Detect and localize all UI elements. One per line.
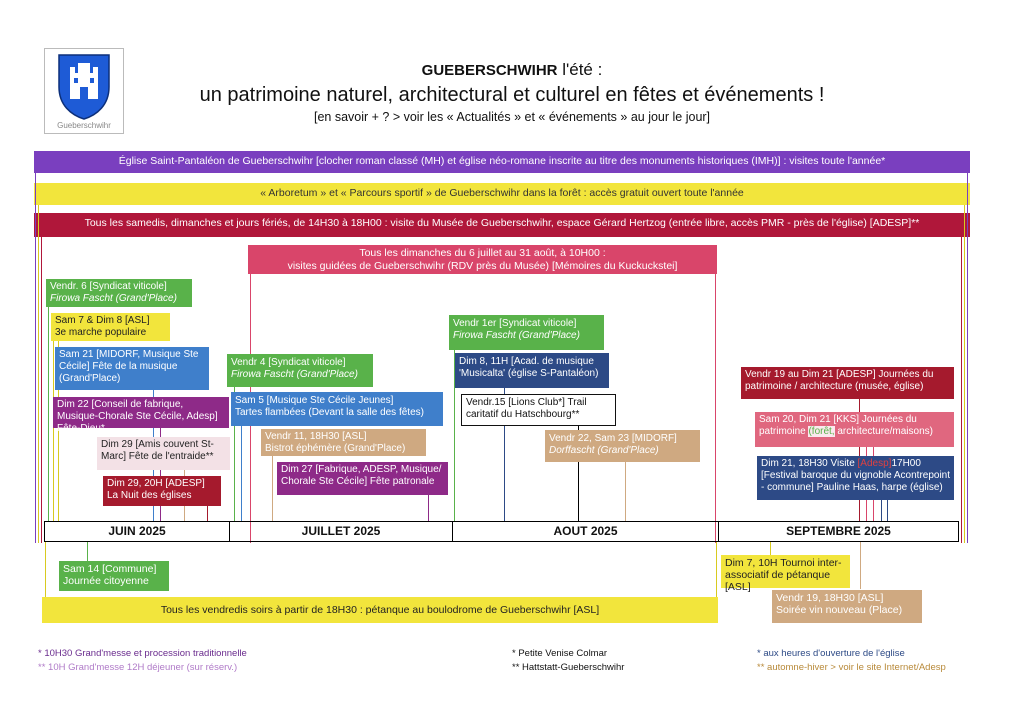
event-sep-21-line1 (761, 458, 950, 470)
event-sep-21-adesp: [Adesp] (857, 458, 892, 469)
event-sep-20-line1: Sam 20, Dim 21 [KKS] Journées du (759, 414, 917, 425)
event-juin-7 (51, 313, 170, 341)
event-aout-22-title: Dorffascht (Grand'Place) (549, 445, 659, 456)
event-juil-11-title: Bistrot éphémère (Grand'Place) (265, 443, 406, 454)
band-petanque: Tous les vendredis soirs à partir de 18H30 : pétanque au boulodrome de Gueberschwihr [ASL] (42, 597, 718, 623)
band-eglise: Église Saint-Pantaléon de Gueberschwihr [clocher roman classé (MH) et église néo-romane inscrite au titre des monuments historiques (IMH)] : visites toute l'année* (34, 151, 970, 173)
event-aout-22 (545, 430, 700, 462)
event-sep-7 (721, 555, 850, 593)
event-sep-19b-title: Soirée vin nouveau (Place) (776, 604, 903, 616)
footnote-3: * Petite Venise Colmar (512, 648, 608, 659)
band-dimanches (248, 245, 717, 274)
event-sep-19b (772, 590, 922, 623)
event-aout-8-org: Dim 8, 11H [Acad. de musique (459, 356, 594, 367)
subtitle: un patrimoine naturel, architectural et culturel en fêtes et événements ! (199, 84, 825, 106)
event-sep-21 (757, 456, 954, 500)
event-aout-22-org: Vendr 22, Sam 23 [MIDORF] (549, 433, 677, 444)
event-sep-19: Vendr 19 au Dim 21 [ADESP] Journées du patrimoine / architecture (musée, église) (741, 367, 954, 399)
footnote-4: ** Hattstatt-Gueberschwihr (512, 662, 625, 673)
event-juin-7-org: Sam 7 & Dim 8 [ASL] (55, 315, 150, 326)
event-juin-6 (46, 279, 192, 307)
event-juin-29b-title: La Nuit des églises (107, 490, 192, 501)
event-juil-11 (261, 429, 426, 456)
event-sep-19b-org: Vendr 19, 18H30 [ASL] (776, 592, 884, 604)
event-juin-6-org: Vendr. 6 [Syndicat viticole] (50, 281, 167, 292)
event-juil-4 (227, 354, 373, 387)
band-musee: Tous les samedis, dimanches et jours fériés, de 14H30 à 18H00 : visite du Musée de Gueberschwihr, espace Gérard Hertzog (entrée libre, accès PMR - près de l'église) [ADESP]** (34, 213, 970, 237)
event-juin-14-title: Journée citoyenne (63, 575, 149, 587)
event-juin-29a: Dim 29 [Amis couvent St-Marc] Fête de l'entraide** (97, 437, 230, 470)
event-juin-21: Sam 21 [MIDORF, Musique Ste Cécile] Fête de la musique (Grand'Place) (55, 347, 209, 390)
event-sep-20 (755, 412, 954, 447)
month-septembre: SEPTEMBRE 2025 (786, 524, 891, 538)
event-juil-27: Dim 27 [Fabrique, ADESP, Musique/ Chorale Ste Cécile] Fête patronale (277, 462, 448, 495)
event-sep-20-archi: architecture/maisons) (834, 426, 933, 437)
event-aout-1-title: Firowa Fascht (Grand'Place) (453, 330, 580, 341)
event-aout-15-title: caritatif du Hatschbourg** (466, 409, 580, 420)
dimanches-line2: visites guidées de Gueberschwihr (RDV près du Musée) [Mémoires du Kuckuckstei] (287, 260, 678, 272)
month-juillet: JUILLET 2025 (230, 522, 453, 541)
event-aout-8 (455, 353, 609, 388)
event-juin-29b-org: Dim 29, 20H [ADESP] (107, 478, 205, 489)
dimanches-line1: Tous les dimanches du 6 juillet au 31 août, à 10H00 : (359, 247, 606, 259)
event-juil-5 (231, 392, 443, 426)
title-line (0, 60, 1024, 80)
month-aout: AOUT 2025 (453, 522, 719, 541)
event-juil-5-org: Sam 5 [Musique Ste Cécile Jeunes] (235, 395, 394, 406)
event-sep-21-time: 17H00 (891, 458, 921, 469)
event-aout-1 (449, 315, 604, 350)
info-line: [en savoir + ? > voir les « Actualités » et « événements » au jour le jour] (313, 110, 711, 124)
event-aout-15-org: Vendr.15 [Lions Club*] Trail (466, 397, 587, 408)
event-aout-15 (461, 394, 616, 426)
month-juin: JUIN 2025 (45, 522, 230, 541)
event-juin-29b (103, 476, 221, 506)
event-sep-21-festival: [Festival baroque du vignoble Acontrepoint - commune] Pauline Haas, harpe (église) (761, 470, 951, 493)
title-suffix: l'été : (557, 60, 603, 79)
event-juil-11-org: Vendr 11, 18H30 [ASL] (265, 431, 367, 442)
town-name: GUEBERSCHWIHR (421, 62, 558, 79)
event-juin-22: Dim 22 [Conseil de fabrique, Musique-Chorale Ste Cécile, Adesp] Fête-Dieu* (53, 397, 229, 428)
event-sep-20-line2 (759, 426, 950, 438)
footnote-2: ** 10H Grand'messe 12H déjeuner (sur réserv.) (38, 662, 238, 673)
event-aout-1-org: Vendr 1er [Syndicat viticole] (453, 318, 577, 329)
footnote-5: * aux heures d'ouverture de l'église (757, 648, 905, 659)
event-juil-4-title: Firowa Fascht (Grand'Place) (231, 369, 358, 380)
event-juin-6-title: Firowa Fascht (Grand'Place) (50, 293, 177, 304)
event-juil-4-org: Vendr 4 [Syndicat viticole] (231, 357, 346, 368)
event-sep-21-visite: Dim 21, 18H30 Visite (761, 458, 858, 469)
band-arboretum: « Arboretum » et « Parcours sportif » de Gueberschwihr dans la forêt : accès gratuit ouvert toute l'année (34, 183, 970, 205)
event-sep-7-line1: Dim 7, 10H Tournoi inter- (725, 557, 842, 569)
logo-caption: Gueberschwihr (57, 121, 111, 130)
event-sep-7-line2: associatif de pétanque [ASL] (725, 569, 831, 593)
event-juin-7-title: 3e marche populaire (55, 327, 147, 338)
event-sep-20-patrimoine: patrimoine (759, 426, 809, 437)
event-juin-14 (59, 561, 169, 591)
event-juil-5-title: Tartes flambées (Devant la salle des fêtes) (235, 407, 424, 418)
event-juin-14-org: Sam 14 [Commune] (63, 563, 157, 575)
event-sep-20-foret: (forêt, (808, 426, 835, 437)
footnote-1: * 10H30 Grand'messe et procession traditionnelle (38, 648, 247, 659)
event-aout-8-title: 'Musicalta' (église S-Pantaléon) (459, 368, 599, 379)
footnote-6: ** automne-hiver > voir le site Internet/Adesp (757, 662, 946, 673)
